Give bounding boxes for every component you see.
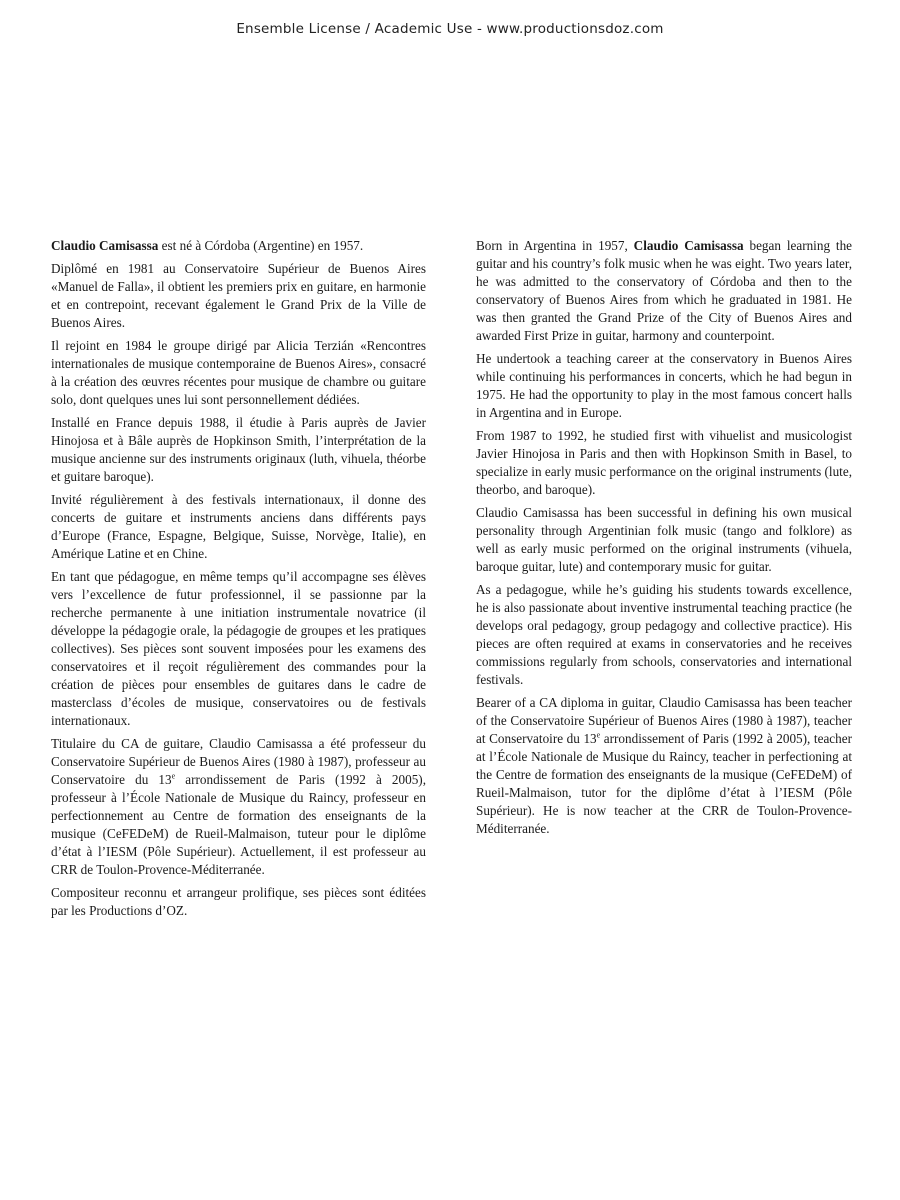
fr-paragraph-early-music: Installé en France depuis 1988, il étudie à Paris auprès de Javier Hinojosa et à Bâle auprès de Hopkinson Smith, l’interprétation de la musique ancienne sur des instruments originaux (luth, vihuela, théorbe et guitare baroque). xyxy=(51,415,426,484)
en-paragraph-intro xyxy=(476,237,852,345)
license-header: Ensemble License / Academic Use - www.productionsdoz.com xyxy=(236,21,664,37)
english-biography xyxy=(476,237,852,843)
en-paragraph-personality: Claudio Camisassa has been successful in defining his own musical personality through Argentinian folk music (tango and folklore) as well as early music performed on the original instruments (vihuela, baroque guitar, lute) and contemporary music for guitar. xyxy=(476,505,852,574)
fr-paragraph-intro xyxy=(51,237,426,255)
fr-artist-name: Claudio Camisassa xyxy=(51,238,159,253)
fr-intro-text: est né à Córdoba (Argentine) en 1957. xyxy=(158,238,364,253)
fr-paragraph-teaching-career xyxy=(51,735,426,879)
fr-paragraph-pedagogy: En tant que pédagogue, en même temps qu’il accompagne ses élèves vers l’excellence de futur professionnel, il se passionne par la recherche permanente à une initiation instrumentale novatrice (il développe la pédagogie orale, la pédagogie de groupes et les pratiques collectives). Ses pièces sont souvent imposées pour les examens des conservatoires et il reçoit régulièrement des commandes pour la création de pièces pour ensembles de guitares dans le cadre de masterclass d’écoles de musique, conservatoires ou de festivals internationaux. xyxy=(51,569,426,728)
fr-career-text-b: arrondissement de Paris (1992 à 2005), professeur à l’École Nationale de Musique du Raincy, professeur en perfectionnement au Centre de formation des enseignants de la musique (CeFEDeM) de Rueil-Malmaison, tuteur pour le diplôme d’état à l’IESM (Pôle Supérieur). Actuellement, il est professeur au CRR de Toulon-Provence-Méditerranée. xyxy=(51,772,426,877)
fr-paragraph-contemporary: Il rejoint en 1984 le groupe dirigé par Alicia Terzián «Rencontres internationales de musique contemporaine de Buenos Aires», consacré à la création des œuvres récentes pour musique de chambre ou guitare solo, dont quelques unes lui sont personnellement dédiées. xyxy=(51,338,426,407)
en-career-text-a: Bearer of a CA diploma in guitar, Claudio Camisassa has been teacher of the Conservatoire Supérieur of Buenos Aires (1980 à 1987), teacher at Conservatoire du 13 xyxy=(476,695,852,746)
fr-superscript: e xyxy=(171,771,176,781)
en-paragraph-teaching: He undertook a teaching career at the conservatory in Buenos Aires while continuing his performances in concerts, which he had begun in 1975. He had the opportunity to play in the most famous concert halls in Argentina and in Europe. xyxy=(476,351,852,420)
fr-paragraph-education: Diplômé en 1981 au Conservatoire Supérieur de Buenos Aires «Manuel de Falla», il obtient les premiers prix en guitare, en harmonie et en contrepoint, recevant également le Grand Prix de la Ville de Buenos Aires. xyxy=(51,261,426,330)
en-paragraph-pedagogy: As a pedagogue, while he’s guiding his students towards excellence, he is also passionate about inventive instrumental teaching practice (he develops oral pedagogy, group pedagogy and collective practice). His pieces are often required at exams in conservatories and he receives commissions regularly from schools, conservatories and international festivals. xyxy=(476,582,852,687)
en-intro-text-a: Born in Argentina in 1957, xyxy=(476,238,634,253)
fr-career-text-a: Titulaire du CA de guitare, Claudio Camisassa a été professeur du Conservatoire Supérieur de Buenos Aires (1980 à 1987), professeur au Conservatoire du 13 xyxy=(51,736,426,787)
en-artist-name: Claudio Camisassa xyxy=(633,238,744,253)
en-paragraph-early-music: From 1987 to 1992, he studied first with vihuelist and musicologist Javier Hinojosa in Paris and then with Hopkinson Smith in Basel, to specialize in early music performance on the original instruments (lute, theorbo, and baroque). xyxy=(476,428,852,497)
fr-paragraph-composer: Compositeur reconnu et arrangeur prolifique, ses pièces sont éditées par les Productions d’OZ. xyxy=(51,885,426,918)
en-superscript: e xyxy=(596,730,601,740)
en-intro-text-b: began learning the guitar and his country’s folk music when he was eight. Two years later, he was admitted to the conservatory of Córdoba and then to the conservatory of Buenos Aires from which he graduated in 1981. He was then granted the Grand Prize of the City of Buenos Aires and awarded First Prize in guitar, harmony and counterpoint. xyxy=(476,238,853,343)
french-biography xyxy=(51,237,426,925)
fr-paragraph-festivals: Invité régulièrement à des festivals internationaux, il donne des concerts de guitare et instruments anciens dans différents pays d’Europe (France, Espagne, Belgique, Suisse, Norvège, Italie), en Amérique Latine et en Chine. xyxy=(51,492,426,561)
en-paragraph-teaching-career xyxy=(476,694,852,838)
en-career-text-b: arrondissement of Paris (1992 à 2005), teacher at l’École Nationale de Musique du Raincy, teacher in perfectioning at the Centre de formation des enseignants de la musique (CeFEDeM) of Rueil-Malmaison, tutor for the diplôme d’état à l’IESM (Pôle Supérieur). He is now teacher at the CRR de Toulon-Provence-Méditerranée. xyxy=(476,731,852,836)
